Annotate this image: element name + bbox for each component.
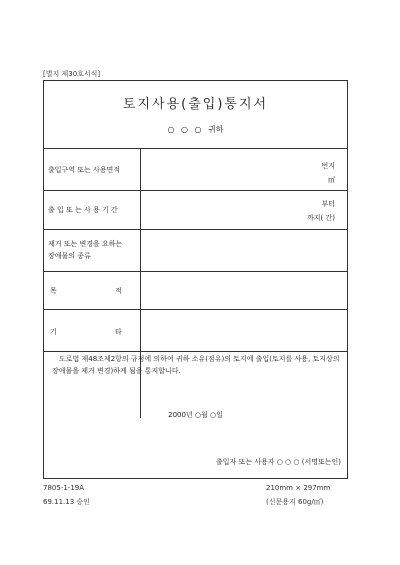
- notice-text: 도로법 제48조제2항의 규정에 의하여 귀하 소유(점유)의 토지에 출입(토지를 사용, 토지상의 장애물을 제거 변경)하게 됨을 통지합니다.: [52, 355, 340, 375]
- approval-date: 69.11.13 승인: [43, 498, 90, 506]
- purpose-label-b: 적: [115, 287, 122, 295]
- obstacle-label-line1: 제거 또는 변경을 요하는: [48, 240, 123, 248]
- purpose-label-a: 목: [50, 287, 57, 295]
- other-label-b: 타: [115, 328, 122, 336]
- row-divider: [44, 351, 347, 352]
- paper-size: 210mm × 297mm: [266, 484, 331, 492]
- paper-type: (신문용지 60g/㎡): [266, 498, 324, 506]
- row-divider: [44, 229, 347, 230]
- notice-date: 2000년 ○월 ○일: [168, 411, 223, 419]
- form-number-tag: [별지 제30호서식]: [43, 70, 101, 78]
- period-to: 까지( 간): [307, 214, 335, 222]
- area-unit-sqm: ㎡: [328, 176, 335, 184]
- form-code: 7805-1-19A: [43, 484, 85, 492]
- area-label: 출입구역 또는 사용면적: [48, 166, 121, 174]
- addressee: ○ ○ ○ 귀하: [167, 125, 224, 134]
- row-divider: [44, 190, 347, 191]
- period-from: 부터: [321, 200, 335, 208]
- row-divider: [44, 271, 347, 272]
- area-unit-lot: 번지: [321, 162, 335, 170]
- notice-form: [43, 80, 348, 479]
- signer-line: 출입자 또는 사용자 ○ ○ ○ (서명또는인): [215, 458, 341, 466]
- form-title: 토지사용(출입)통지서: [122, 97, 269, 112]
- row-divider: [44, 309, 347, 310]
- column-divider: [140, 148, 141, 418]
- row-divider: [44, 148, 347, 149]
- obstacle-label-line2: 장애물의 종류: [48, 252, 91, 260]
- other-label-a: 기: [50, 328, 57, 336]
- period-label: 출 입 또 는 사 용 기 간: [48, 206, 118, 214]
